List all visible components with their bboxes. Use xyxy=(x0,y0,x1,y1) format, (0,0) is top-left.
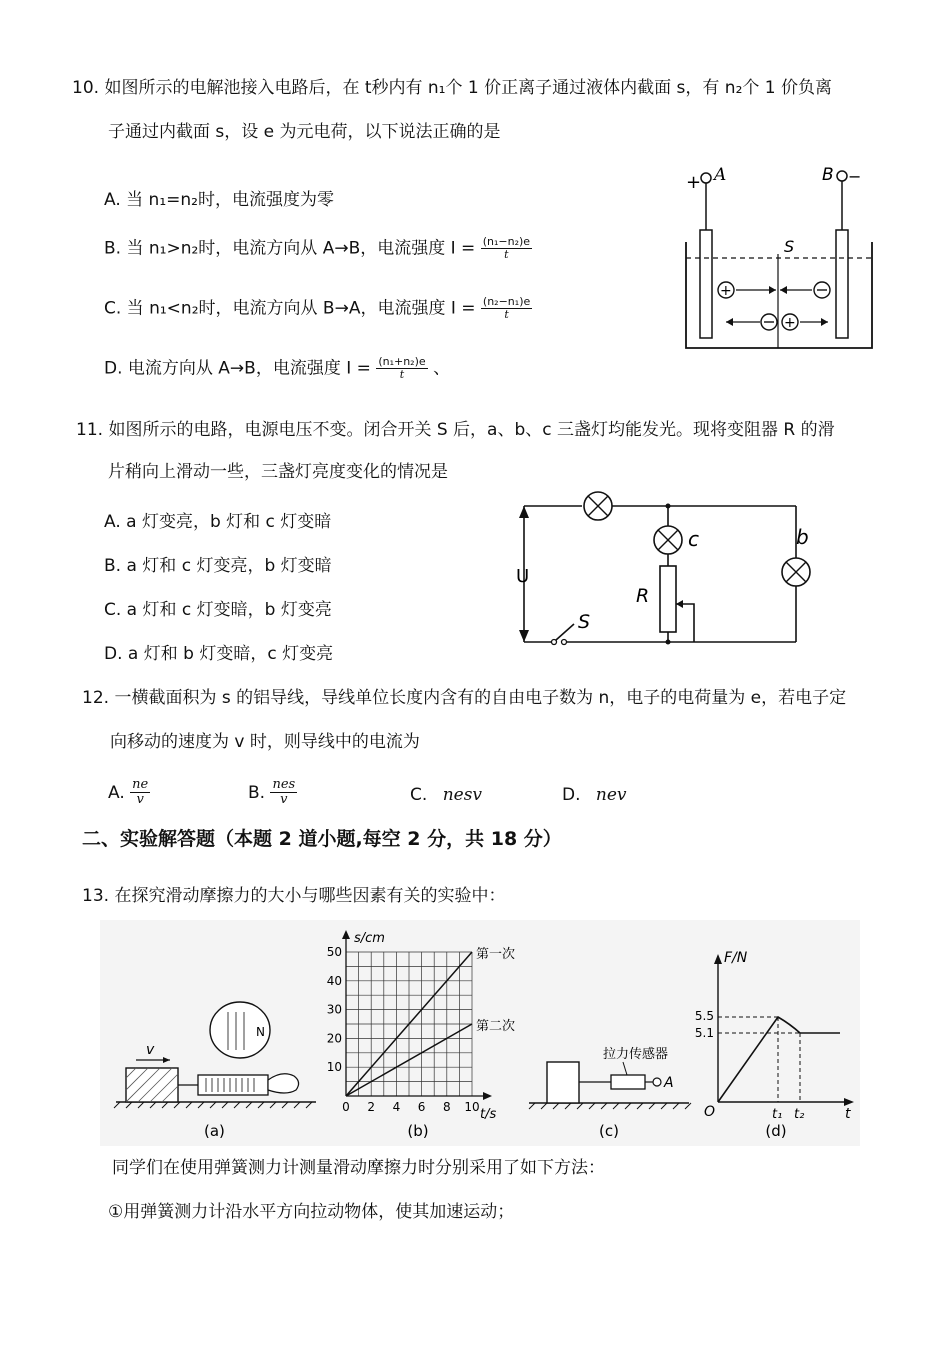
minus-label: − xyxy=(848,167,862,186)
q12-option-d xyxy=(562,785,627,805)
series-label: 第一次 xyxy=(476,947,516,962)
figure-a-caption: (a) xyxy=(204,1122,225,1140)
option-label: B. xyxy=(248,782,266,803)
fraction-denominator: t xyxy=(504,248,509,262)
block xyxy=(126,1068,178,1102)
x-axis-label: t xyxy=(845,1106,851,1122)
arrowhead-icon xyxy=(342,930,350,939)
q12-option-b-fraction xyxy=(270,778,297,808)
arrowhead-icon xyxy=(519,506,529,518)
cross-section-label: S xyxy=(784,237,795,256)
chart-caption: (b) xyxy=(407,1122,429,1140)
block xyxy=(547,1062,579,1103)
q10-option-b xyxy=(104,236,532,261)
rheostat-slider xyxy=(676,604,694,642)
spring-scale xyxy=(198,1075,268,1095)
s-t-chart xyxy=(318,920,518,1146)
x-tick-label: 8 xyxy=(442,1100,451,1114)
q10-option-c-text: C. 当 n₁<n₂时，电流方向从 B→A，电流强度 I = xyxy=(104,298,476,319)
series-label: 第二次 xyxy=(476,1019,516,1034)
ground-hatch xyxy=(529,1103,691,1109)
arrowhead-icon xyxy=(726,318,733,326)
y-tick-label: 40 xyxy=(326,973,342,988)
scale-unit-label: N xyxy=(256,1025,265,1039)
switch-s xyxy=(556,624,574,640)
y-tick-label: 50 xyxy=(326,945,342,959)
arrowhead-icon xyxy=(821,318,828,326)
figure-c-caption: (c) xyxy=(599,1122,619,1140)
x-tick-label: 0 xyxy=(342,1100,350,1114)
y-tick-label: 20 xyxy=(326,1031,342,1046)
x-tick-label: 2 xyxy=(367,1100,376,1114)
circuit-figure xyxy=(512,488,812,648)
x-tick-label: 10 xyxy=(464,1100,480,1114)
arrowhead-icon xyxy=(163,1057,170,1063)
hand-icon xyxy=(268,1074,299,1093)
tick-5-5: 5.5 xyxy=(694,1009,714,1023)
plus-sign: + xyxy=(720,283,732,299)
switch-contact xyxy=(562,640,567,645)
q11-option-d: D. a 灯和 b 灯变暗，c 灯变亮 xyxy=(104,644,334,664)
velocity-label: v xyxy=(146,1042,155,1058)
q10-line2: 子通过内截面 s，设 e 为元电荷，以下说法正确的是 xyxy=(108,122,501,142)
q11-option-b: B. a 灯和 c 灯变亮，b 灯变暗 xyxy=(104,556,332,576)
q12-line2: 向移动的速度为 v 时，则导线中的电流为 xyxy=(110,732,420,752)
x-axis-label: t/s xyxy=(480,1107,497,1122)
q11-line2: 片稍向上滑动一些，三盏灯亮度变化的情况是 xyxy=(108,462,448,482)
figure-a xyxy=(110,920,320,1146)
fraction-numerator: nes xyxy=(272,777,296,792)
q10-option-d-suffix: 、 xyxy=(433,358,451,379)
voltage-label: U xyxy=(516,566,530,587)
q11-option-c: C. a 灯和 c 灯变暗，b 灯变亮 xyxy=(104,600,332,620)
x-tick-label: 6 xyxy=(417,1100,426,1114)
rheostat-label: R xyxy=(636,585,650,607)
y-axis-label: s/cm xyxy=(354,931,385,946)
fraction-denominator: v xyxy=(280,792,288,808)
q12-line1: 12. 一横截面积为 s 的铝导线，导线单位长度内含有的自由电子数为 n，电子的电荷量为 e，若电子定 xyxy=(82,688,847,708)
option-label: A. xyxy=(108,782,125,803)
arrowhead-icon xyxy=(483,1092,492,1100)
sensor-label: 拉力传感器 xyxy=(603,1047,669,1062)
q10-option-d-fraction xyxy=(376,356,427,381)
q11-option-a: A. a 灯变亮，b 灯和 c 灯变暗 xyxy=(104,512,332,532)
q10-option-c-fraction xyxy=(481,296,532,321)
plus-label: + xyxy=(686,172,702,193)
arrowhead-icon xyxy=(676,600,683,608)
terminal-a xyxy=(701,173,711,183)
switch-contact xyxy=(552,640,557,645)
arrowhead-icon xyxy=(844,1098,854,1106)
t2-label: t₂ xyxy=(794,1107,805,1122)
q13-text-1: 同学们在使用弹簧测力计测量滑动摩擦力时分别采用了如下方法： xyxy=(112,1158,605,1178)
q10-option-a xyxy=(104,190,334,210)
option-label: D. xyxy=(562,785,581,805)
q10-option-b-text: B. 当 n₁>n₂时，电流方向从 A→B，电流强度 I = xyxy=(104,238,476,259)
electrolytic-cell-figure xyxy=(680,160,880,360)
terminal-a-label: A xyxy=(714,165,727,185)
arrowhead-icon xyxy=(780,286,787,294)
fraction-denominator: t xyxy=(504,308,509,322)
lamp-b-label: b xyxy=(796,525,809,549)
force-curve xyxy=(718,1017,840,1102)
sensor-leader xyxy=(623,1062,627,1075)
fraction-numerator: (n₁−n₂)e xyxy=(482,235,531,248)
option-formula: nev xyxy=(595,785,627,805)
electrode-b xyxy=(836,230,848,338)
figure-d-caption: (d) xyxy=(765,1122,787,1140)
section-heading: 二、实验解答题（本题 2 道小题,每空 2 分，共 18 分） xyxy=(82,828,562,850)
fraction-denominator: t xyxy=(399,368,405,382)
q13-text-2: ①用弹簧测力计沿水平方向拉动物体，使其加速运动； xyxy=(108,1202,515,1222)
rheostat-r xyxy=(660,566,676,632)
q10-option-c xyxy=(104,296,532,321)
fraction-numerator: (n₁+n₂)e xyxy=(378,355,426,368)
q13-line1: 13. 在探究滑动摩擦力的大小与哪些因素有关的实验中： xyxy=(82,886,506,906)
q10-option-d xyxy=(104,356,450,381)
switch-label: S xyxy=(578,611,591,633)
tick-5-1: 5.1 xyxy=(694,1026,714,1040)
q12-option-a-fraction xyxy=(130,778,150,808)
electrode-a xyxy=(700,230,712,338)
y-tick-label: 10 xyxy=(326,1060,342,1075)
lamp-c-label: c xyxy=(688,527,699,551)
y-tick-label: 30 xyxy=(326,1002,342,1017)
figure-d xyxy=(694,920,860,1146)
arrowhead-icon xyxy=(769,286,776,294)
arrowhead-icon xyxy=(714,954,722,964)
figure-c xyxy=(525,920,695,1146)
option-label: C. xyxy=(410,785,428,805)
q12-option-c xyxy=(410,785,482,805)
x-tick-label: 4 xyxy=(392,1100,401,1114)
fraction-numerator: (n₂−n₁)e xyxy=(482,295,531,308)
option-formula: nesv xyxy=(442,785,483,805)
q12-option-a xyxy=(108,778,150,808)
q10-option-d-text: D. 电流方向从 A→B，电流强度 I = xyxy=(104,358,371,379)
y-axis-label: F/N xyxy=(724,950,748,966)
fraction-denominator: v xyxy=(136,792,144,808)
q12-option-b xyxy=(248,778,297,808)
ground-hatch xyxy=(114,1102,312,1108)
terminal-b xyxy=(837,171,847,181)
force-sensor xyxy=(611,1075,645,1089)
plus-sign: + xyxy=(784,315,796,331)
arrowhead-icon xyxy=(519,630,529,642)
q11-line1: 11. 如图所示的电路，电源电压不变。闭合开关 S 后，a、b、c 三盏灯均能发光。现将变阻器 R 的滑 xyxy=(76,420,835,440)
q10-option-b-fraction xyxy=(481,236,532,261)
origin-label: O xyxy=(704,1104,716,1120)
q10-line1: 10. 如图所示的电解池接入电路后，在 t秒内有 n₁个 1 价正离子通过液体内截面 s，有 n₂个 1 价负离 xyxy=(72,78,833,98)
q10-option-a-text: A. 当 n₁=n₂时，电流强度为零 xyxy=(104,190,334,210)
t1-label: t₁ xyxy=(772,1107,783,1122)
pull-point xyxy=(653,1078,661,1086)
pull-point-label: A xyxy=(664,1075,674,1091)
terminal-b-label: B xyxy=(822,165,834,185)
fraction-numerator: ne xyxy=(132,777,149,792)
